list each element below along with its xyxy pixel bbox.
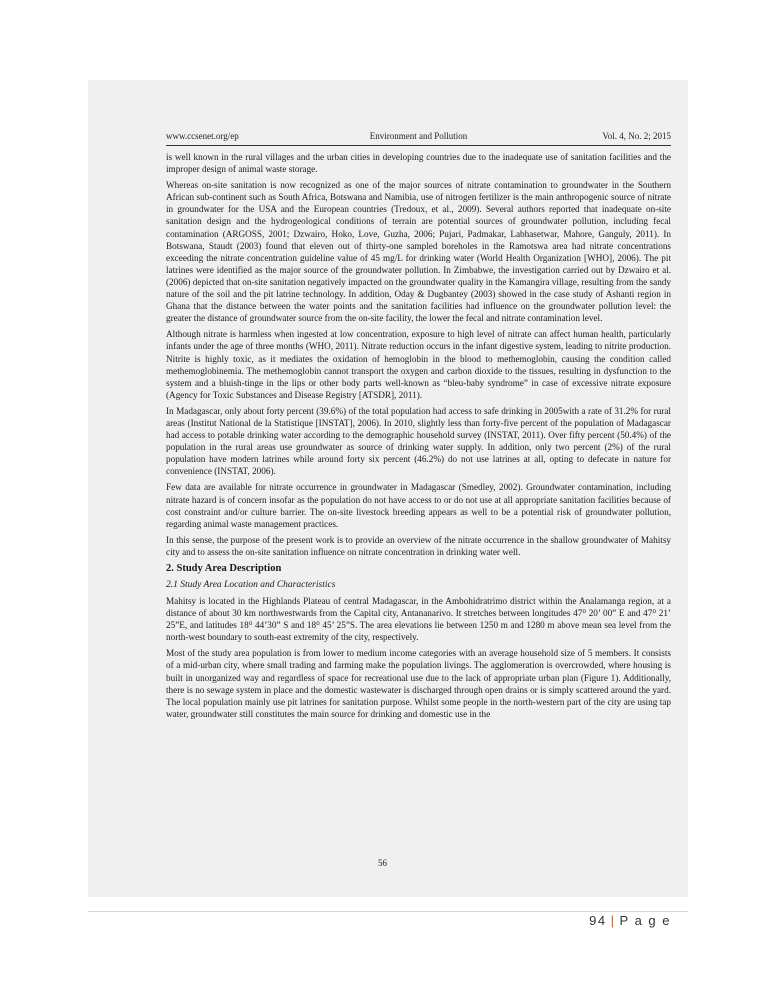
paragraph: Whereas on-site sanitation is now recognized as one of the major sources of nitrate contamination to groundwater in the Southern African sub-continent such as South Africa, Botswana and Namibia, use of nitrogen fertilizer is the main anthropogenic source of nitrate in groundwater for the USA and the European countries (Tredoux, et al., 2009). Several authors reported that inadequate on-site sanitation design and the hydrogeological conditions of terrain are potential sources of groundwater pollution, including fecal contamination (ARGOSS, 2001; Dzwairo, Hoko, Love, Guzha, 2006; Pujari, Padmakar, Labhasetwar, Mahore, Ganguly, 2011). In Botswana, Staudt (2003) found that eleven out of thirty-one sampled boreholes in the Ramotswa area had nitrate concentrations exceeding the nitrate concentration guideline value of 45 mg/L for drinking water (World Health Organization [WHO], 2006). The pit latrines were identified as the major source of the groundwater pollution. In Zimbabwe, the investigation carried out by Dzwairo et al. (2006) depicted that on-site sanitation negatively impacted on the groundwater quality in the Kamangira village, resulting from the sandy nature of the soil and the pit latrine technology. In addition, Oday & Dugbantey (2003) showed in the case study of Ashanti region in Ghana that the distance between the water points and the sanitation facilities had influence on the groundwater pollution level: the greater the distance of groundwater source from the on-site facility, the lower the fecal and nitrate contamination level. (166, 180, 671, 324)
header-volume: Vol. 4, No. 2; 2015 (602, 131, 671, 141)
paragraph: In Madagascar, only about forty percent (39.6%) of the total population had access to safe drinking in 2005with a rate of 31.2% for rural areas (Institut National de la Statistique [INSTAT], 2006). In 2010, slightly less than forty-five percent of the population of Madagascar had access to potable drinking water according to the demographic household survey (INSTAT, 2011). Over fifty percent (50.4%) of the population in the rural areas use groundwater as source of drinking water supply. In addition, only two percent (2%) of the rural population have modern latrines while around forty six percent (46.2%) do not use latrines at all, opting to defecate in nature for convenience (INSTAT, 2006). (166, 405, 671, 477)
paragraph: is well known in the rural villages and the urban cities in developing countries due to the inadequate use of sanitation facilities and the improper design of animal waste storage. (166, 152, 671, 175)
footer-rule (88, 911, 688, 912)
paragraph: Mahitsy is located in the Highlands Plateau of central Madagascar, in the Ambohidratrimo district within the Analamanga region, at a distance of about 30 km northwestwards from the Capital city, Antananarivo. It stretches between longitudes 47⁰ 20’ 00” E and 47⁰ 21’ 25”E, and latitudes 18⁰ 44’30” S and 18⁰ 45’ 25”S. The area elevations lie between 1250 m and 1280 m above mean sea level from the north-west boundary to south-east extremity of the city, respectively. (166, 596, 671, 643)
header-journal: Environment and Pollution (369, 131, 468, 141)
header-rule (166, 145, 671, 146)
subsection-heading: 2.1 Study Area Location and Characteristics (166, 580, 336, 590)
header-url: www.ccsenet.org/ep (166, 131, 239, 141)
paragraph: Most of the study area population is from lower to medium income categories with an average household size of 5 members. It consists of a mid-urban city, where small trading and farming make the population livings. The agglomeration is overcrowded, where housing is built in unorganized way and regardless of space for recreational use due to the lack of appropriate urban plan (Figure 1). Additionally, there is no sewage system in place and the domestic wastewater is discharged through open drains or is simply scattered around the yard. The local population mainly use pit latrines for sanitation purpose. Whilst some people in the north-western part of the city are using tap water, groundwater still constitutes the main source for drinking and domestic use in the (166, 648, 671, 719)
journal-page-number: 56 (378, 858, 387, 868)
footer-page-number: 94 (589, 913, 607, 928)
article-body (166, 151, 671, 724)
footer-separator: | (610, 913, 616, 928)
running-header (166, 131, 671, 145)
paragraph: Few data are available for nitrate occurrence in groundwater in Madagascar (Smedley, 2002). Groundwater contamination, including nitrate hazard is of concern insofar as the population do not have access to or do not use at all appropriate sanitation facilities because of cost constraint and/or culture barrier. The on-site livestock breeding appears as well to be a potential risk of groundwater pollution, regarding animal waste management practices. (166, 482, 671, 529)
footer-page-label (589, 913, 671, 928)
footer-page-word: P a g e (619, 913, 671, 928)
section-heading: 2. Study Area Description (166, 563, 282, 574)
paragraph: In this sense, the purpose of the present work is to provide an overview of the nitrate occurrence in the shallow groundwater of Mahitsy city and to assess the on-site sanitation influence on nitrate concentration in drinking water well. (166, 534, 671, 557)
paragraph: Although nitrate is harmless when ingested at low concentration, exposure to high level of nitrate can affect human health, particularly infants under the age of three months (WHO, 2011). Nitrate reduction occurs in the infant digestive system, leading to nitrite production. Nitrite is highly toxic, as it mediates the oxidation of hemoglobin in the blood to methemoglobin, causing the condition called methemoglobinemia. The methemoglobin cannot transport the oxygen and carbon dioxide to the tissues, resulting in dysfunction to the system and a bluish-tinge in the lips or other body parts well-known as “bleu-baby syndrome” in case of excessive nitrate exposure (Agency for Toxic Substances and Disease Registry [ATSDR], 2011). (166, 329, 671, 400)
